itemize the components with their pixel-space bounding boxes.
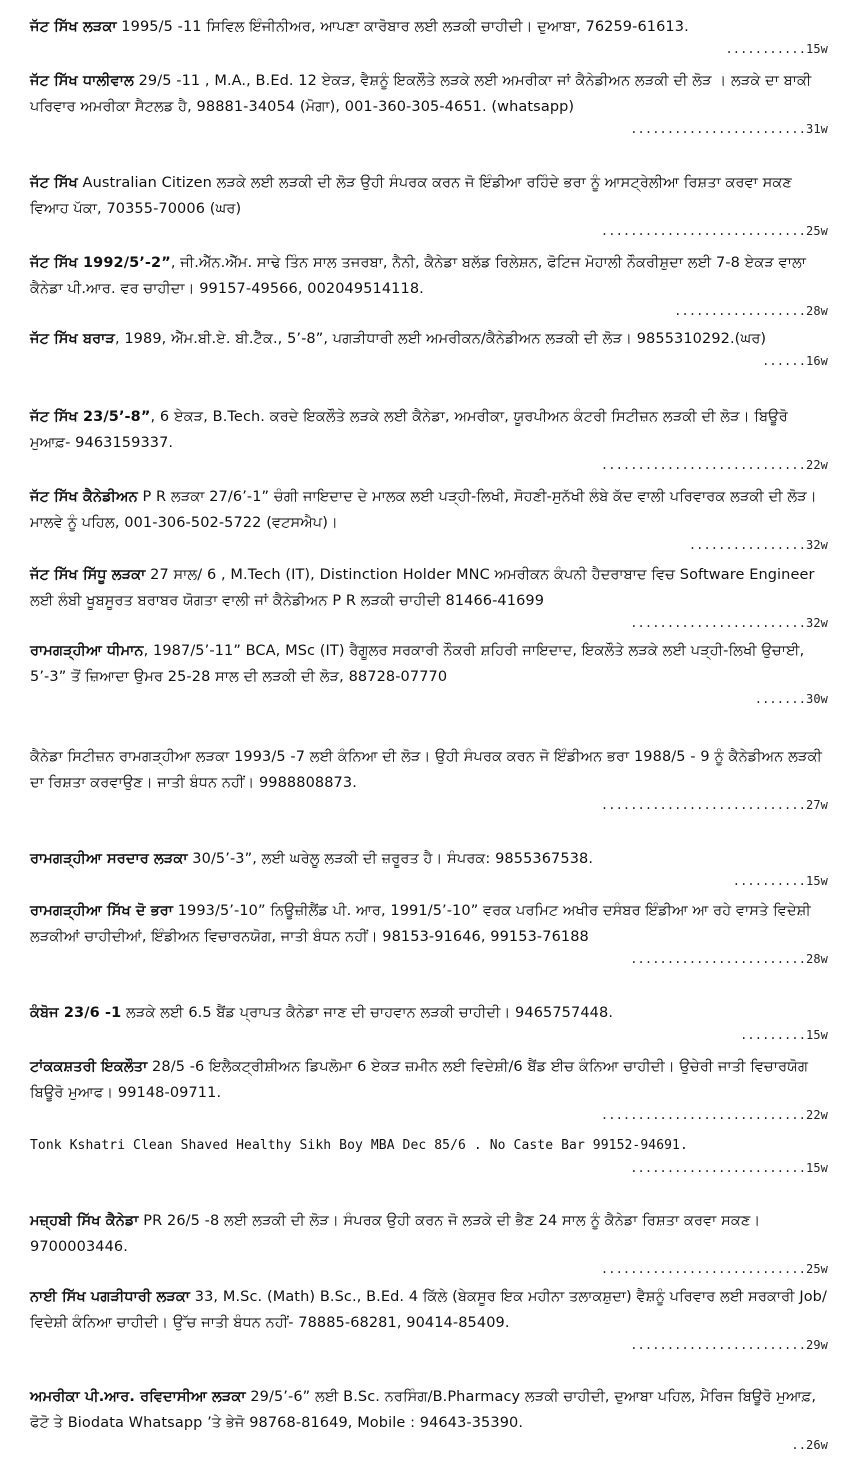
ad-word-count: ..26w — [791, 1438, 828, 1452]
ad-text: 29/5’-6” ਲਈ B.Sc. ਨਰਸਿੰਗ/B.Pharmacy ਲੜਕੀ ਚਾਹੀਦੀ, ਦੁਆਬਾ ਪਹਿਲ, ਮੈਰਿਜ ਬਿਊਰੋ ਮੁਆਫ਼, ਫੋਟੋ ਤੇ Biodata Whatsapp ’ਤੇ ਭੇਜੋ 98768-81649, Mobile : 94643-35390. — [30, 1389, 817, 1431]
ad-text: Tonk Kshatri Clean Shaved Healthy Sikh Boy MBA Dec 85/6 . No Caste Bar 99152-94691. — [30, 1138, 688, 1153]
ad-heading: ਕੰਬੋਜ 23/6 -1 — [30, 1005, 122, 1021]
ad-text: 27 ਸਾਲ/ 6 , M.Tech (IT), Distinction Holder MNC ਅਮਰੀਕਨ ਕੰਪਨੀ ਹੈਦਰਾਬਾਦ ਵਿਚ Software Engineer ਲਈ ਲੰਬੀ ਖੂਬਸੂਰਤ ਬਰਾਬਰ ਯੋਗਤਾ ਵਾਲੀ ਜਾਂ ਕੈਨੇਡੀਅਨ P R ਲੜਕੀ ਚਾਹੀਦੀ 81466-41699 — [30, 567, 815, 609]
ad-word-count: ........................32w — [630, 616, 828, 630]
matrimonial-ad-7 — [30, 484, 828, 554]
matrimonial-ad-4 — [30, 250, 828, 320]
ad-heading: ਰਾਮਗੜ੍ਹੀਆ ਸਿੱਖ ਦੋ ਭਰਾ — [30, 903, 173, 919]
ad-word-count: ............................25w — [600, 1262, 828, 1276]
matrimonial-ad-5 — [30, 326, 828, 370]
matrimonial-ad-1 — [30, 14, 828, 58]
ad-word-count: .........15w — [740, 1028, 828, 1042]
ad-text: Australian Citizen ਲੜਕੇ ਲਈ ਲੜਕੀ ਦੀ ਲੋੜ ਉਹੀ ਸੰਪਰਕ ਕਰਨ ਜੋ ਇੰਡੀਆ ਰਹਿੰਦੇ ਭਰਾ ਨੂੰ ਆਸਟ੍ਰੇਲੀਆ ਰਿਸ਼ਤਾ ਕਰਵਾ ਸਕਣ ਵਿਆਹ ਪੱਕਾ, 70355-70006 (ਘਰ) — [30, 175, 792, 217]
ad-heading: ਅਮਰੀਕਾ ਪੀ.ਆਰ. ਰਵਿਦਾਸੀਆ ਲੜਕਾ — [30, 1389, 246, 1405]
ad-text: , 6 ਏਕੜ, B.Tech. ਕਰਦੇ ਇਕਲੌਤੇ ਲੜਕੇ ਲਈ ਕੈਨੇਡਾ, ਅਮਰੀਕਾ, ਯੂਰਪੀਅਨ ਕੰਟਰੀ ਸਿਟੀਜ਼ਨ ਲੜਕੀ ਦੀ ਲੋੜ। ਬਿਊਰੋ ਮੁਆਫ਼- 9463159337. — [30, 409, 788, 451]
ad-text: , 1987/5’-11” BCA, MSc (IT) ਰੈਗੂਲਰ ਸਰਕਾਰੀ ਨੌਕਰੀ ਸ਼ਹਿਰੀ ਜਾਇਦਾਦ, ਇਕਲੌਤੇ ਲੜਕੇ ਲਈ ਪੜ੍ਹੀ-ਲਿਖੀ ਉਚਾਈ, 5’-3” ਤੋਂ ਜ਼ਿਆਦਾ ਉਮਰ 25-28 ਸਾਲ ਦੀ ਲੜਕੀ ਦੀ ਲੋੜ, 88728-07770 — [30, 643, 805, 685]
ad-text: , 1989, ਐੱਮ.ਬੀ.ਏ. ਬੀ.ਟੈੱਕ., 5’-8”, ਪਗੜੀਧਾਰੀ ਲਈ ਅਮਰੀਕਨ/ਕੈਨੇਡੀਅਨ ਲੜਕੀ ਦੀ ਲੋੜ। 9855310292.(ਘਰ) — [114, 331, 767, 347]
ad-word-count: ............................22w — [600, 458, 828, 472]
ad-word-count: ..........15w — [732, 874, 828, 888]
ad-word-count: ........................31w — [630, 122, 828, 136]
ad-heading: ਜੱਟ ਸਿੱਖ ਧਾਲੀਵਾਲ — [30, 73, 134, 89]
ad-heading: ਜੱਟ ਸਿੱਖ 23/5’-8” — [30, 409, 151, 425]
ad-heading: ਰਾਮਗੜ੍ਹੀਆ ਸਰਦਾਰ ਲੜਕਾ — [30, 851, 188, 867]
ad-text: P R ਲੜਕਾ 27/6’-1” ਚੰਗੀ ਜਾਇਦਾਦ ਦੇ ਮਾਲਕ ਲਈ ਪੜ੍ਹੀ-ਲਿਖੀ, ਸੋਹਣੀ-ਸੁਨੱਖੀ ਲੰਬੇ ਕੱਦ ਵਾਲੀ ਪਰਿਵਾਰਕ ਲੜਕੀ ਦੀ ਲੋੜ। ਮਾਲਵੇ ਨੂੰ ਪਹਿਲ, 001-306-502-5722 (ਵਟਸਐਪ)। — [30, 489, 817, 531]
matrimonial-ad-18 — [30, 1384, 828, 1454]
ad-word-count: ............................27w — [600, 798, 828, 812]
ad-heading: ਜੱਟ ਸਿੱਖ ਬਰਾੜ — [30, 331, 115, 347]
ad-text: 28/5 -6 ਇਲੈਕਟ੍ਰੀਸ਼ੀਅਨ ਡਿਪਲੋਮਾ 6 ਏਕੜ ਜ਼ਮੀਨ ਲਈ ਵਿਦੇਸ਼ੀ/6 ਬੈਂਡ ਈਚ ਕੰਨਿਆ ਚਾਹੀਦੀ। ਉਚੇਰੀ ਜਾਤੀ ਵਿਚਾਰਯੋਗ ਬਿਊਰੋ ਮੁਆਫ। 99148-09711. — [30, 1059, 809, 1101]
matrimonial-ad-16 — [30, 1208, 828, 1278]
ad-heading: ਜੱਟ ਸਿੱਖ 1992/5’-2” — [30, 255, 171, 271]
ad-heading: ਮਜ਼੍ਹਬੀ ਸਿੱਖ ਕੈਨੇਡਾ — [30, 1213, 139, 1229]
ad-heading: ਜੱਟ ਸਿੱਖ ਸਿੱਧੂ ਲੜਕਾ — [30, 567, 146, 583]
ad-text: PR 26/5 -8 ਲਈ ਲੜਕੀ ਦੀ ਲੋੜ। ਸੰਪਰਕ ਉਹੀ ਕਰਨ ਜੋ ਲੜਕੇ ਦੀ ਭੈਣ 24 ਸਾਲ ਨੂੰ ਕੈਨੇਡਾ ਰਿਸ਼ਤਾ ਕਰਵਾ ਸਕਣ। 9700003446. — [30, 1213, 761, 1255]
matrimonial-ad-2 — [30, 68, 828, 138]
ad-heading: ਜੱਟ ਸਿੱਖ ਕੈਨੇਡੀਅਨ — [30, 489, 138, 505]
ad-heading: ਜੱਟ ਸਿੱਖ ਲੜਕਾ — [30, 19, 117, 35]
ad-text: 1995/5 -11 ਸਿਵਿਲ ਇੰਜੀਨੀਅਰ, ਆਪਣਾ ਕਾਰੋਬਾਰ ਲਈ ਲੜਕੀ ਚਾਹੀਦੀ। ਦੁਆਬਾ, 76259-61613. — [116, 19, 689, 35]
matrimonial-ad-8 — [30, 562, 828, 632]
ad-word-count: ............................22w — [600, 1108, 828, 1122]
ad-heading: ਨਾਈ ਸਿੱਖ ਪਗੜੀਧਾਰੀ ਲੜਕਾ — [30, 1289, 191, 1305]
ad-word-count: ................32w — [688, 538, 828, 552]
matrimonial-ad-14 — [30, 1054, 828, 1124]
ad-word-count: .......30w — [754, 692, 828, 706]
ad-word-count: ............................25w — [600, 224, 828, 238]
ad-heading: ਰਾਮਗੜ੍ਹੀਆ ਧੀਮਾਨ — [30, 643, 144, 659]
matrimonial-ad-6 — [30, 404, 828, 474]
matrimonial-ad-15 — [30, 1132, 828, 1177]
matrimonial-ad-3 — [30, 170, 828, 240]
ad-word-count: ........................29w — [630, 1338, 828, 1352]
ad-text: 1993/5’-10” ਨਿਊਜ਼ੀਲੈਂਡ ਪੀ. ਆਰ, 1991/5’-10” ਵਰਕ ਪਰਮਿਟ ਅਖੀਰ ਦਸੰਬਰ ਇੰਡੀਆ ਆ ਰਹੇ ਵਾਸਤੇ ਵਿਦੇਸ਼ੀ ਲੜਕੀਆਂ ਚਾਹੀਦੀਆਂ, ਇੰਡੀਅਨ ਵਿਚਾਰਨਯੋਗ, ਜਾਤੀ ਬੰਧਨ ਨਹੀਂ। 98153-91646, 99153-76188 — [30, 903, 811, 945]
ad-text: ਕੈਨੇਡਾ ਸਿਟੀਜ਼ਨ ਰਾਮਗੜ੍ਹੀਆ ਲੜਕਾ 1993/5 -7 ਲਈ ਕੰਨਿਆ ਦੀ ਲੋੜ। ਉਹੀ ਸੰਪਰਕ ਕਰਨ ਜੋ ਇੰਡੀਅਨ ਭਰਾ 1988/5 - 9 ਨੂੰ ਕੈਨੇਡੀਅਨ ਲੜਕੀ ਦਾ ਰਿਸ਼ਤਾ ਕਰਵਾਉਣ। ਜਾਤੀ ਬੰਧਨ ਨਹੀਂ। 9988808873. — [30, 749, 822, 791]
matrimonial-ad-12 — [30, 898, 828, 968]
ad-text: 33, M.Sc. (Math) B.Sc., B.Ed. 4 ਕਿੱਲੇ (ਬੇਕਸੂਰ ਇਕ ਮਹੀਨਾ ਤਲਾਕਸ਼ੁਦਾ) ਵੈਸ਼ਨੂੰ ਪਰਿਵਾਰ ਲਈ ਸਰਕਾਰੀ Job/ ਵਿਦੇਸ਼ੀ ਕੰਨਿਆ ਚਾਹੀਦੀ। ਉੱਚ ਜਾਤੀ ਬੰਧਨ ਨਹੀਂ- 78885-68281, 90414-85409. — [30, 1289, 827, 1331]
matrimonial-ad-10 — [30, 744, 828, 814]
ad-text: , ਜੀ.ਐੱਨ.ਐੱਮ. ਸਾਢੇ ਤਿੰਨ ਸਾਲ ਤਜਰਬਾ, ਨੈਨੀ, ਕੈਨੇਡਾ ਬਲੱਡ ਰਿਲੇਸ਼ਨ, ਫੋਟਿਜ ਮੋਹਾਲੀ ਨੌਕਰੀਸ਼ੁਦਾ ਲਈ 7-8 ਏਕੜ ਵਾਲਾ ਕੈਨੇਡਾ ਪੀ.ਆਰ. ਵਰ ਚਾਹੀਦਾ। 99157-49566, 002049514118. — [30, 255, 807, 297]
ad-word-count: ........................28w — [630, 952, 828, 966]
ad-heading: ਜੱਟ ਸਿੱਖ — [30, 175, 78, 191]
ad-word-count: ..................28w — [674, 304, 828, 318]
ad-text: 30/5’-3”, ਲਈ ਘਰੇਲੂ ਲੜਕੀ ਦੀ ਜ਼ਰੂਰਤ ਹੈ। ਸੰਪਰਕ: 9855367538. — [187, 851, 594, 867]
ad-word-count: ...........15w — [725, 42, 828, 56]
ad-text: ਲੜਕੇ ਲਈ 6.5 ਬੈਂਡ ਪ੍ਰਾਪਤ ਕੈਨੇਡਾ ਜਾਣ ਦੀ ਚਾਹਵਾਨ ਲੜਕੀ ਚਾਹੀਦੀ। 9465757448. — [121, 1005, 614, 1021]
ad-word-count: ......16w — [762, 354, 828, 368]
matrimonial-ad-11 — [30, 846, 828, 890]
ad-text: 29/5 -11 , M.A., B.Ed. 12 ਏਕੜ, ਵੈਸ਼ਨੂੰ ਇਕਲੌਤੇ ਲੜਕੇ ਲਈ ਅਮਰੀਕਾ ਜਾਂ ਕੈਨੇਡੀਅਨ ਲੜਕੀ ਦੀ ਲੋੜ । ਲੜਕੇ ਦਾ ਬਾਕੀ ਪਰਿਵਾਰ ਅਮਰੀਕਾ ਸੈਟਲਡ ਹੈ, 98881-34054 (ਮੋਗਾ), 001-360-305-4651. (whatsapp) — [30, 73, 812, 115]
ad-word-count: ........................15w — [630, 1161, 828, 1175]
matrimonial-ad-13 — [30, 1000, 828, 1044]
matrimonial-ad-9 — [30, 638, 828, 708]
matrimonial-ad-17 — [30, 1284, 828, 1354]
ad-heading: ਟਾਂਕਕਸ਼ਤਰੀ ਇਕਲੌਤਾ — [30, 1059, 148, 1075]
